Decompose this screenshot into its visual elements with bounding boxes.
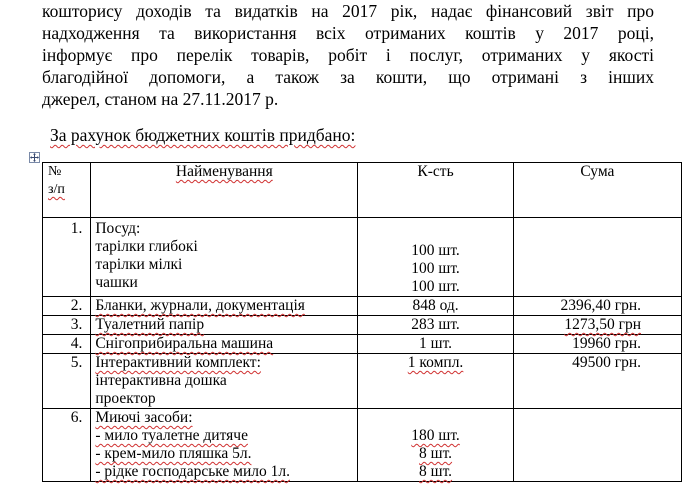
row-num: 6. [43,409,91,482]
row-qty: 848 од. [358,297,514,316]
row-qty: 283 шт. [358,316,514,335]
paragraph-line: інформує про перелік товарів, робіт і послуг, отриманих у якості [42,45,654,65]
row-num: 5. [43,354,91,409]
row-name: Миючі засоби: - мило туалетне дитяче - крем-мило пляшка 5л. - рідке господарське мило 1л. [91,409,358,482]
table-header-row [43,163,682,218]
table-row [43,354,682,409]
paragraph-line: кошторису доходів та видатків на 2017 рік, надає фінансовий звіт про [42,1,654,21]
row-num: 4. [43,335,91,354]
header-name: Найменування [91,163,358,218]
table-row [43,316,682,335]
paragraph-line: надходження та використання всіх отриманих коштів у 2017 році, [42,23,654,43]
move-cross-icon[interactable] [29,152,40,163]
row-num: 1. [43,218,91,297]
row-name: Бланки, журнали, документація [91,297,358,316]
row-qty: 180 шт. 8 шт. 8 шт. [358,409,514,482]
section-subheading: За рахунок бюджетних коштів придбано: [50,125,356,145]
row-name: Снігоприбиральна машина [91,335,358,354]
row-qty: 1 компл. [358,354,514,409]
paragraph-line: джерел, станом на 27.11.2017 р. [42,89,279,109]
paragraph-line: благодійної допомоги, а також за кошти, що отримані з інших [42,67,654,87]
table-row [43,335,682,354]
intro-paragraph [42,0,654,110]
row-sum: 1273,50 грн [513,316,681,335]
header-sum: Сума [513,163,681,218]
row-name: Інтерактивний комплект: інтерактивна дошка проектор [91,354,358,409]
row-num: 2. [43,297,91,316]
purchases-table [42,162,682,482]
row-sum: 49500 грн. [513,354,681,409]
header-num: № з/п [43,163,91,218]
row-qty: 1 шт. [358,335,514,354]
row-num: 3. [43,316,91,335]
table-row [43,297,682,316]
table-row [43,409,682,482]
row-name: Посуд: тарілки глибокі тарілки мілкі чашки [91,218,358,297]
row-name: Туалетний папір [91,316,358,335]
row-qty: 100 шт. 100 шт. 100 шт. [358,218,514,297]
row-sum [513,218,681,297]
table-row [43,218,682,297]
row-sum: 2396,40 грн. [513,297,681,316]
row-sum: 19960 грн. [513,335,681,354]
header-qty: К-сть [358,163,514,218]
row-sum [513,409,681,482]
